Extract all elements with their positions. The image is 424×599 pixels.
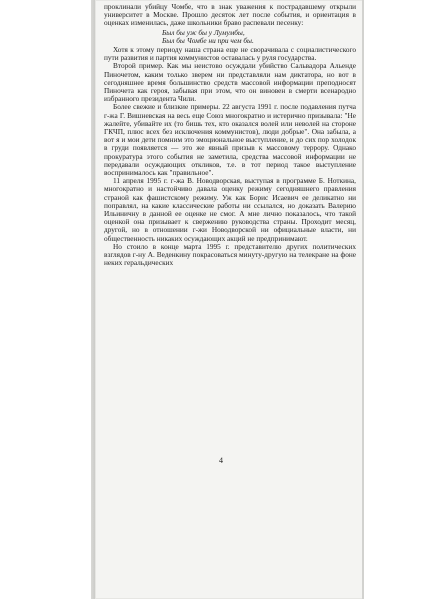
paragraph-5: 11 апреля 1995 г. г-жа В. Новодворская, выступая в программе Б. Ноткина, многократно и настойчиво давала оценку режиму сегодняшнего правления страной как фашистскому режиму. Уж как Борис Исаевич ее деликатно ни поправлял, на какие классические работы ни ссылался, но доказать Валерию Ильиничну в данной ее оценке не смог. А мне лично показалось, что такой оценкой она призывает к свержению руководства страны. Проходит месяц, другой, но в отношении г-жи Новодворской ни официальные власти, ни общественность никаких осуждающих акций не предпринимают. xyxy=(104,176,356,243)
paper-right-edge xyxy=(362,0,364,599)
paragraph-6: Но стоило в конце марта 1995 г. представителю других политических взглядов г-ну А. Веденкину покрасоваться минуту-другую на телекране на фоне неких геральдических xyxy=(104,241,356,268)
poem-line-1: Был бы уж бы у Лумумбы, xyxy=(162,27,245,37)
paragraph-2: Хотя к этому периоду наша страна еще не сворачивала с социалистического пути развития и партия коммунистов оставалась у руля государства. xyxy=(104,45,356,63)
paragraph-4: Более свежие и близкие примеры. 22 августа 1991 г. после подавления путча г-жа Г. Вишневская на весь еще Союз многократно и истерично призывала: "Не жалейте, убивайте их (то бишь тех, кто оказался волей или неволей на стороне ГКЧП, плюс всех без исключения коммунистов), люди добрые". Она забыла, а вот я и мои дети помним это эмоциональное выступление, и до сих пор холодок в груди появляется — это же явный призыв к массовому террору. Однако прокуратура этого события не заметила, средства массовой информации не передавали осуждающих откликов, т.е. в тот период такое выступление воспринималось как "правильное". xyxy=(104,102,356,178)
paragraph-3: Второй пример. Как мы неистово осуждали убийство Сальвадора Альенде Пиночетом, каким только зверем ни представляли нам диктатора, но вот в сегодняшнее время большинство средств массовой информации преподносят Пиночета как героя, забывая при этом, что он виновен в смерти всенародно избранного президента Чили. xyxy=(104,61,356,104)
poem xyxy=(162,29,356,45)
body-text xyxy=(104,3,356,268)
poem-line-2: Был бы Чомбе ни при чем бы. xyxy=(162,35,254,45)
paragraph-1: проклинали убийцу Чомбе, что в знак уважения к пострадавшему открыли университет в Москве. Прошло десяток лет после события, и ориентация в оценках изменилась, даже школьники браво распевали песенку: xyxy=(104,2,356,28)
page-number: 4 xyxy=(219,456,223,465)
